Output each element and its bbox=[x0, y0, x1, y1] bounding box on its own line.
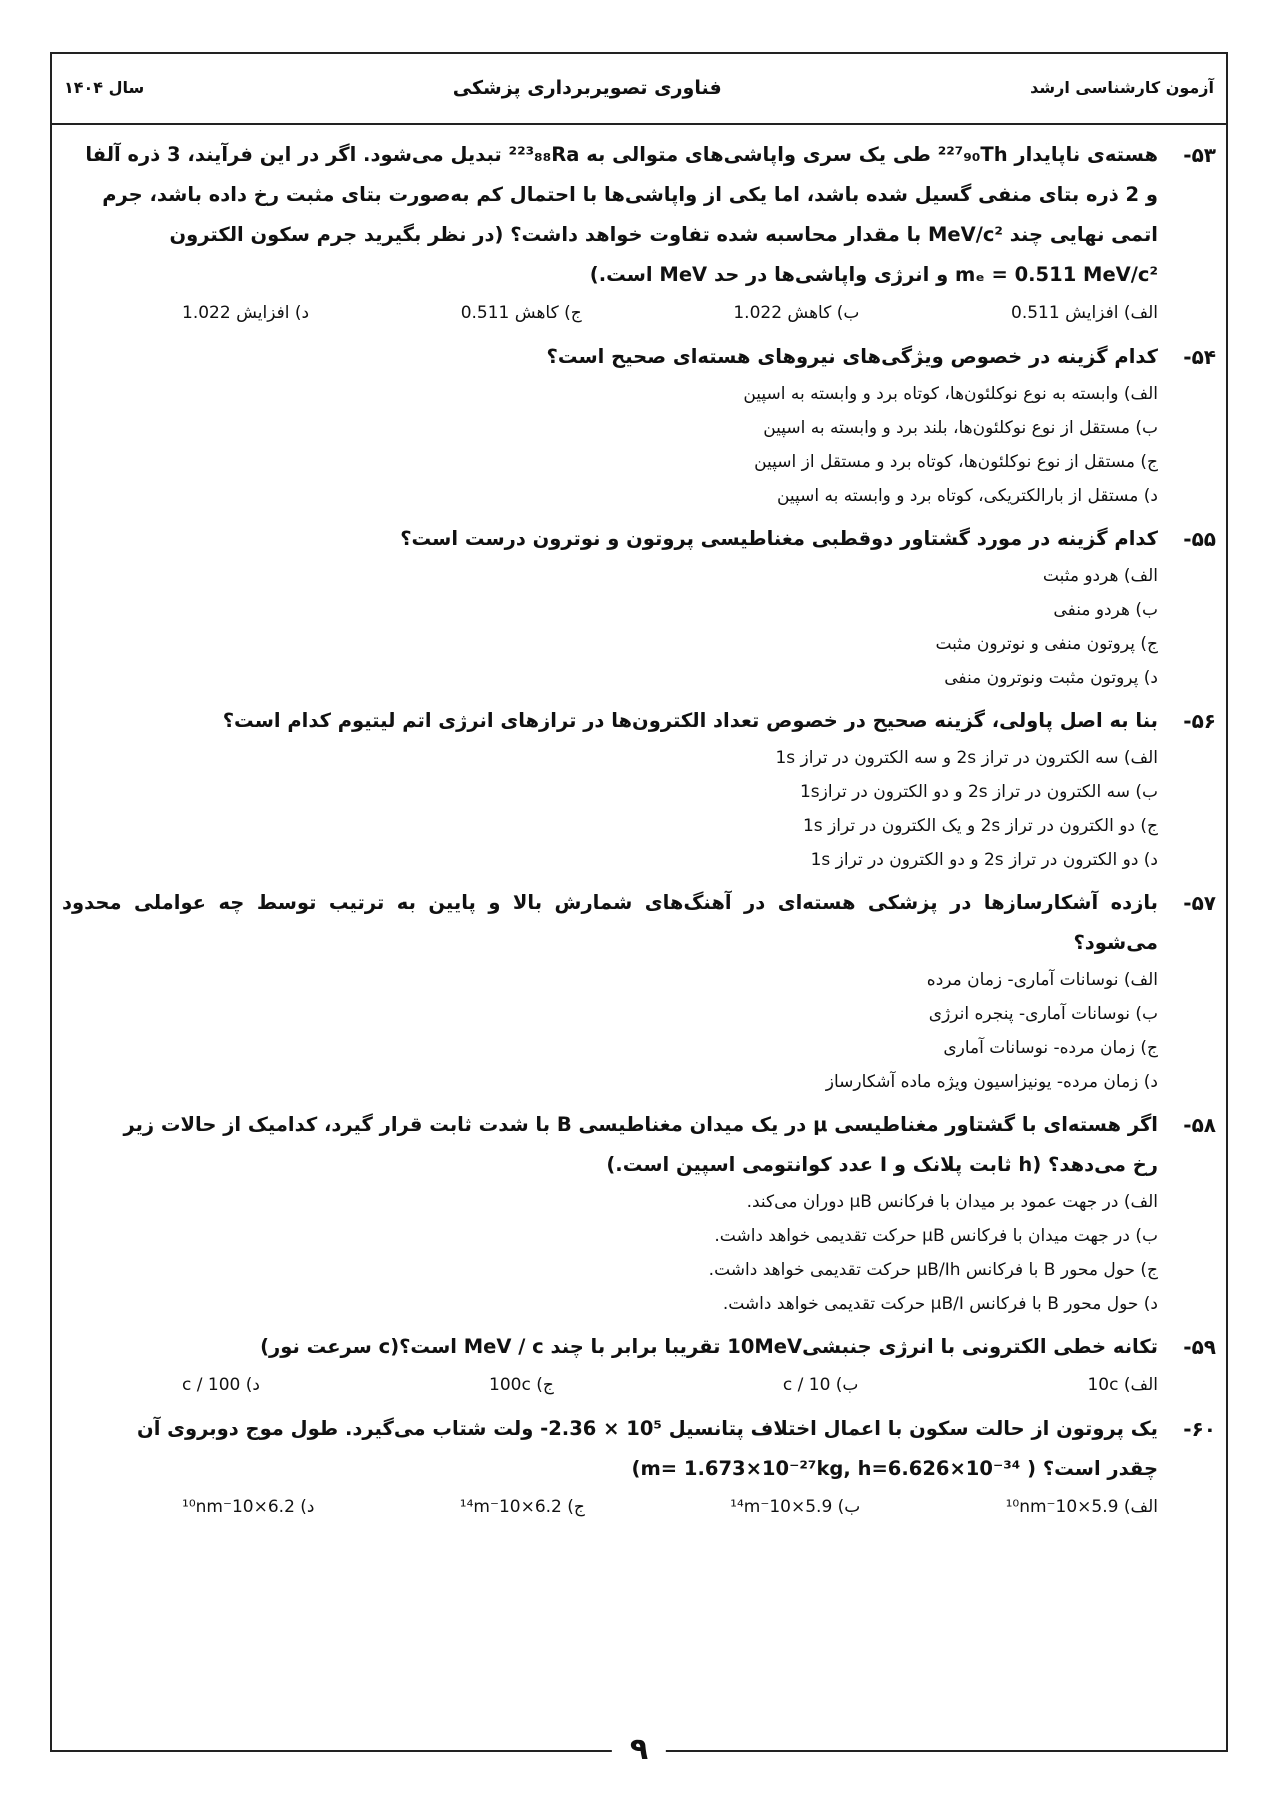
page-footer bbox=[50, 1730, 1228, 1770]
question-number: ۵۶- bbox=[1183, 709, 1216, 733]
header-year: سال ۱۴۰۴ bbox=[64, 78, 145, 97]
answer-option[interactable]: ب) نوسانات آماری- پنجره انرژی bbox=[928, 1004, 1158, 1024]
question-stem bbox=[62, 135, 1158, 295]
answer-option[interactable]: ب) 5.9×10⁻¹⁴m bbox=[730, 1497, 861, 1517]
question-number: ۵۴- bbox=[1183, 345, 1216, 369]
question-stem-line: اگر هسته‌ای با گشتاور مغناطیسی μ در یک میدان مغناطیسی B با شدت ثابت قرار گیرد، کدامیک از حالات زیر bbox=[123, 1113, 1158, 1136]
question-number: ۵۸- bbox=[1183, 1113, 1216, 1137]
question-number: ۵۵- bbox=[1183, 527, 1216, 551]
answer-option[interactable]: ب) مستقل از نوع نوکلئون‌ها، بلند برد و وابسته به اسپین bbox=[763, 418, 1158, 438]
answer-options bbox=[62, 741, 1158, 877]
question-block bbox=[62, 135, 1216, 331]
answer-option[interactable]: ج) 100c bbox=[489, 1375, 554, 1395]
answer-option[interactable]: ب) سه الکترون در تراز 2s و دو الکترون در تراز1s bbox=[799, 782, 1158, 802]
questions-container bbox=[50, 125, 1228, 1725]
question-stem-line: کدام گزینه در مورد گشتاور دوقطبی مغناطیسی پروتون و نوترون درست است؟ bbox=[400, 527, 1158, 550]
question-block bbox=[62, 1105, 1216, 1321]
question-block bbox=[62, 883, 1216, 1099]
question-block bbox=[62, 337, 1216, 513]
answer-options bbox=[62, 1367, 1158, 1403]
answer-option[interactable]: ج) 6.2×10⁻¹⁴m bbox=[459, 1497, 585, 1517]
question-block bbox=[62, 1409, 1216, 1525]
question-stem bbox=[62, 883, 1158, 963]
question-block bbox=[62, 519, 1216, 695]
answer-option[interactable]: ج) کاهش 0.511 bbox=[460, 303, 582, 323]
question-number: ۶۰- bbox=[1183, 1417, 1216, 1441]
question-stem bbox=[62, 519, 1158, 559]
answer-option[interactable]: د) زمان مرده- یونیزاسیون ویژه ماده آشکارساز bbox=[825, 1072, 1158, 1092]
page-header bbox=[50, 52, 1228, 125]
question-stem-line: کدام گزینه در خصوص ویژگی‌های نیروهای هسته‌ای صحیح است؟ bbox=[546, 345, 1158, 368]
answer-option[interactable]: ب) در جهت میدان با فرکانس μB حرکت تقدیمی خواهد داشت. bbox=[714, 1226, 1158, 1246]
question-stem-line: یک پروتون از حالت سکون با اعمال اختلاف پتانسیل 10⁵ × 2.36- ولت شتاب می‌گیرد. طول موج دوبروی آن bbox=[137, 1417, 1158, 1440]
footer-line-left bbox=[50, 1750, 570, 1752]
answer-option[interactable]: الف) نوسانات آماری- زمان مرده bbox=[926, 970, 1158, 990]
question-number: ۵۷- bbox=[1183, 891, 1216, 915]
question-stem-line: رخ می‌دهد؟ (h ثابت پلانک و I عدد کوانتومی اسپین است.) bbox=[606, 1153, 1158, 1176]
question-block bbox=[62, 701, 1216, 877]
answer-options bbox=[62, 295, 1158, 331]
answer-option[interactable]: ج) دو الکترون در تراز 2s و یک الکترون در تراز 1s bbox=[802, 816, 1158, 836]
answer-option[interactable]: ج) مستقل از نوع نوکلئون‌ها، کوتاه برد و مستقل از اسپین bbox=[754, 452, 1158, 472]
question-stem-line: بنا به اصل پاولی، گزینه صحیح در خصوص تعداد الکترون‌ها در ترازهای انرژی اتم لیتیوم کدام است؟ bbox=[222, 709, 1158, 732]
answer-option[interactable]: د) افزایش 1.022 bbox=[182, 303, 310, 323]
answer-option[interactable]: ب) کاهش 1.022 bbox=[733, 303, 860, 323]
answer-option[interactable]: الف) وابسته به نوع نوکلئون‌ها، کوتاه برد و وابسته به اسپین bbox=[743, 384, 1158, 404]
answer-option[interactable]: د) پروتون مثبت ونوترون منفی bbox=[944, 668, 1158, 688]
question-stem bbox=[62, 1105, 1158, 1185]
answer-option[interactable]: د) 100 / c bbox=[182, 1375, 260, 1395]
answer-option[interactable]: ب) 10 / c bbox=[782, 1375, 859, 1395]
question-stem-line: هسته‌ی ناپایدار ²²⁷₉₀Th طی یک سری واپاشی‌های متوالی به ²²³₈₈Ra تبدیل می‌شود. اگر در این فرآیند، 3 ذره آلفا bbox=[85, 143, 1158, 166]
answer-options bbox=[62, 559, 1158, 695]
header-field-title: فناوری تصویربرداری پزشکی bbox=[452, 76, 722, 99]
answer-option[interactable]: د) 6.2×10⁻¹⁰nm bbox=[182, 1497, 315, 1517]
question-stem bbox=[62, 1327, 1158, 1367]
answer-options bbox=[62, 1489, 1158, 1525]
answer-option[interactable]: الف) افزایش 0.511 bbox=[1011, 303, 1158, 323]
answer-option[interactable]: الف) سه الکترون در تراز 2s و سه الکترون در تراز 1s bbox=[775, 748, 1158, 768]
question-stem-line: اتمی نهایی چند MeV/c² با مقدار محاسبه شده تفاوت خواهد داشت؟ (در نظر بگیرید جرم سکون الکترون bbox=[169, 223, 1158, 246]
header-exam-name: آزمون کارشناسی ارشد bbox=[1030, 78, 1214, 97]
answer-option[interactable]: ج) حول محور B با فرکانس μB/Ih حرکت تقدیمی خواهد داشت. bbox=[708, 1260, 1158, 1280]
page-number: ۹ bbox=[612, 1730, 666, 1770]
answer-option[interactable]: الف) 10c bbox=[1087, 1375, 1158, 1395]
question-number: ۵۳- bbox=[1183, 143, 1216, 167]
question-stem-line: تکانه خطی الکترونی با انرژی جنبشی10MeV تقریبا برابر با چند MeV / c است؟(c سرعت نور) bbox=[260, 1335, 1158, 1358]
footer-line-right bbox=[708, 1750, 1228, 1752]
answer-option[interactable]: ج) زمان مرده- نوسانات آماری bbox=[943, 1038, 1158, 1058]
question-stem bbox=[62, 1409, 1158, 1489]
question-block bbox=[62, 1327, 1216, 1403]
question-stem-line: بازده آشکارسازها در پزشکی هسته‌ای در آهنگ‌های شمارش بالا و پایین به ترتیب توسط چه عواملی محدود می‌شود؟ bbox=[62, 891, 1158, 954]
answer-options bbox=[62, 963, 1158, 1099]
answer-options bbox=[62, 377, 1158, 513]
answer-option[interactable]: د) حول محور B با فرکانس μB/I حرکت تقدیمی خواهد داشت. bbox=[722, 1294, 1158, 1314]
answer-option[interactable]: الف) 5.9×10⁻¹⁰nm bbox=[1005, 1497, 1158, 1517]
question-stem-line: mₑ = 0.511 MeV/c² و انرژی واپاشی‌ها در حد MeV است.) bbox=[589, 263, 1158, 286]
question-stem-line: و 2 ذره بتای منفی گسیل شده باشد، اما یکی از واپاشی‌ها با احتمال کم به‌صورت بتای مثبت رخ داده باشد، جرم bbox=[102, 183, 1158, 206]
answer-options bbox=[62, 1185, 1158, 1321]
question-number: ۵۹- bbox=[1183, 1335, 1216, 1359]
answer-option[interactable]: ب) هردو منفی bbox=[1053, 600, 1158, 620]
answer-option[interactable]: د) دو الکترون در تراز 2s و دو الکترون در تراز 1s bbox=[810, 850, 1158, 870]
answer-option[interactable]: ج) پروتون منفی و نوترون مثبت bbox=[935, 634, 1158, 654]
question-stem bbox=[62, 337, 1158, 377]
answer-option[interactable]: الف) در جهت عمود بر میدان با فرکانس μB دوران می‌کند. bbox=[746, 1192, 1158, 1212]
question-stem bbox=[62, 701, 1158, 741]
question-stem-line: چقدر است؟ ( m= 1.673×10⁻²⁷kg, h=6.626×10⁻³⁴) bbox=[631, 1457, 1158, 1480]
answer-option[interactable]: الف) هردو مثبت bbox=[1042, 566, 1158, 586]
answer-option[interactable]: د) مستقل از بارالکتریکی، کوتاه برد و وابسته به اسپین bbox=[776, 486, 1158, 506]
